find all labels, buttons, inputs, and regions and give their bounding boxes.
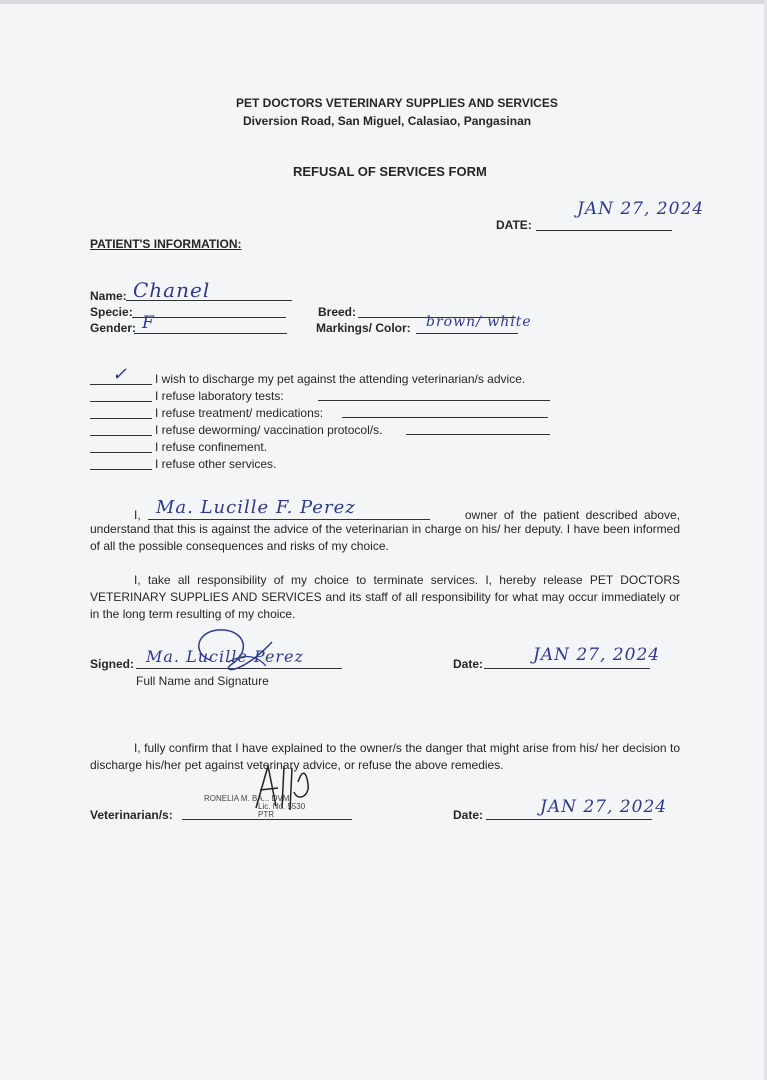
gender-line xyxy=(134,333,287,334)
signed-label: Signed: xyxy=(90,657,134,671)
vet-date-line xyxy=(486,819,652,820)
name-label: Name: xyxy=(90,289,127,303)
check-item-3: I refuse treatment/ medications: xyxy=(155,406,324,420)
check-mark-1: ✓ xyxy=(112,364,129,385)
markings-line xyxy=(416,333,518,334)
company-address: Diversion Road, San Miguel, Calasiao, Pangasinan xyxy=(243,114,532,128)
statement-i: I, xyxy=(134,508,141,522)
vet-stamp-license: Lic. No. 5530 xyxy=(258,802,306,811)
check-item-1: I wish to discharge my pet against the attending veterinarian/s advice. xyxy=(155,372,526,386)
statement-body: understand that this is against the advice of the veterinarian in charge on his/ her deputy. I have been informed of all the possible consequences and risks of my choice. xyxy=(90,522,680,553)
company-name: PET DOCTORS VETERINARY SUPPLIES AND SERVICES xyxy=(236,96,558,110)
breed-label: Breed: xyxy=(318,305,357,319)
signed-date-line xyxy=(484,668,650,669)
statement-line1-rest: owner of the patient described above, xyxy=(464,508,680,522)
signed-date-handwritten: JAN 27, 2024 xyxy=(533,645,661,665)
check-line-2 xyxy=(90,401,152,402)
check-line-5 xyxy=(90,452,152,453)
vet-stamp-ptr: PTR xyxy=(258,810,274,819)
vet-date-label: Date: xyxy=(453,808,484,822)
check-line-6 xyxy=(90,469,152,470)
check-item-6: I refuse other services. xyxy=(155,457,277,471)
owner-signature-scribble xyxy=(180,622,280,682)
deworming-line xyxy=(406,434,550,435)
signed-handwritten: Ma. Lucille Perez xyxy=(146,647,304,666)
treatment-line xyxy=(342,417,548,418)
markings-handwritten: brown/ white xyxy=(426,314,532,330)
form-title: REFUSAL OF SERVICES FORM xyxy=(293,164,487,179)
specie-label: Specie: xyxy=(90,305,133,319)
name-handwritten: Chanel xyxy=(133,278,211,302)
patient-info-title: PATIENT'S INFORMATION: xyxy=(90,237,242,251)
date-label: DATE: xyxy=(496,218,532,232)
date-line xyxy=(536,230,672,231)
check-line-4 xyxy=(90,435,152,436)
vet-stamp-name: RONELIA M. BA... DVM xyxy=(204,794,290,803)
signed-date-label: Date: xyxy=(453,657,484,671)
gender-handwritten: F xyxy=(142,313,155,333)
check-line-3 xyxy=(90,418,152,419)
responsibility-paragraph: I, take all responsibility of my choice to terminate services. I, hereby release PET DOCTORS VETERINARY SUPPLIES AND SERVICES and its staff of all responsibility for what may occur immediately or in the long term resulting of my choice. xyxy=(90,573,680,621)
specie-line xyxy=(132,317,286,318)
markings-label: Markings/ Color: xyxy=(316,321,411,335)
vet-signature-scribble xyxy=(248,762,318,824)
signed-caption: Full Name and Signature xyxy=(136,674,269,688)
vet-date-handwritten: JAN 27, 2024 xyxy=(540,797,668,817)
owner-name-handwritten: Ma. Lucille F. Perez xyxy=(156,497,356,518)
date-handwritten: JAN 27, 2024 xyxy=(577,199,705,219)
owner-name-line xyxy=(148,519,430,520)
scan-top-edge xyxy=(0,0,767,4)
vet-label: Veterinarian/s: xyxy=(90,808,173,822)
check-item-5: I refuse confinement. xyxy=(155,440,268,454)
confirm-paragraph: I, fully confirm that I have explained to the owner/s the danger that might arise from his/ her decision to discharge his/her pet against veterinary advice, or refuse the above remedies. xyxy=(90,741,680,772)
gender-label: Gender: xyxy=(90,321,137,335)
check-item-4: I refuse deworming/ vaccination protocol/s. xyxy=(155,423,383,437)
check-item-2: I refuse laboratory tests: xyxy=(155,389,284,403)
lab-tests-line xyxy=(318,400,550,401)
